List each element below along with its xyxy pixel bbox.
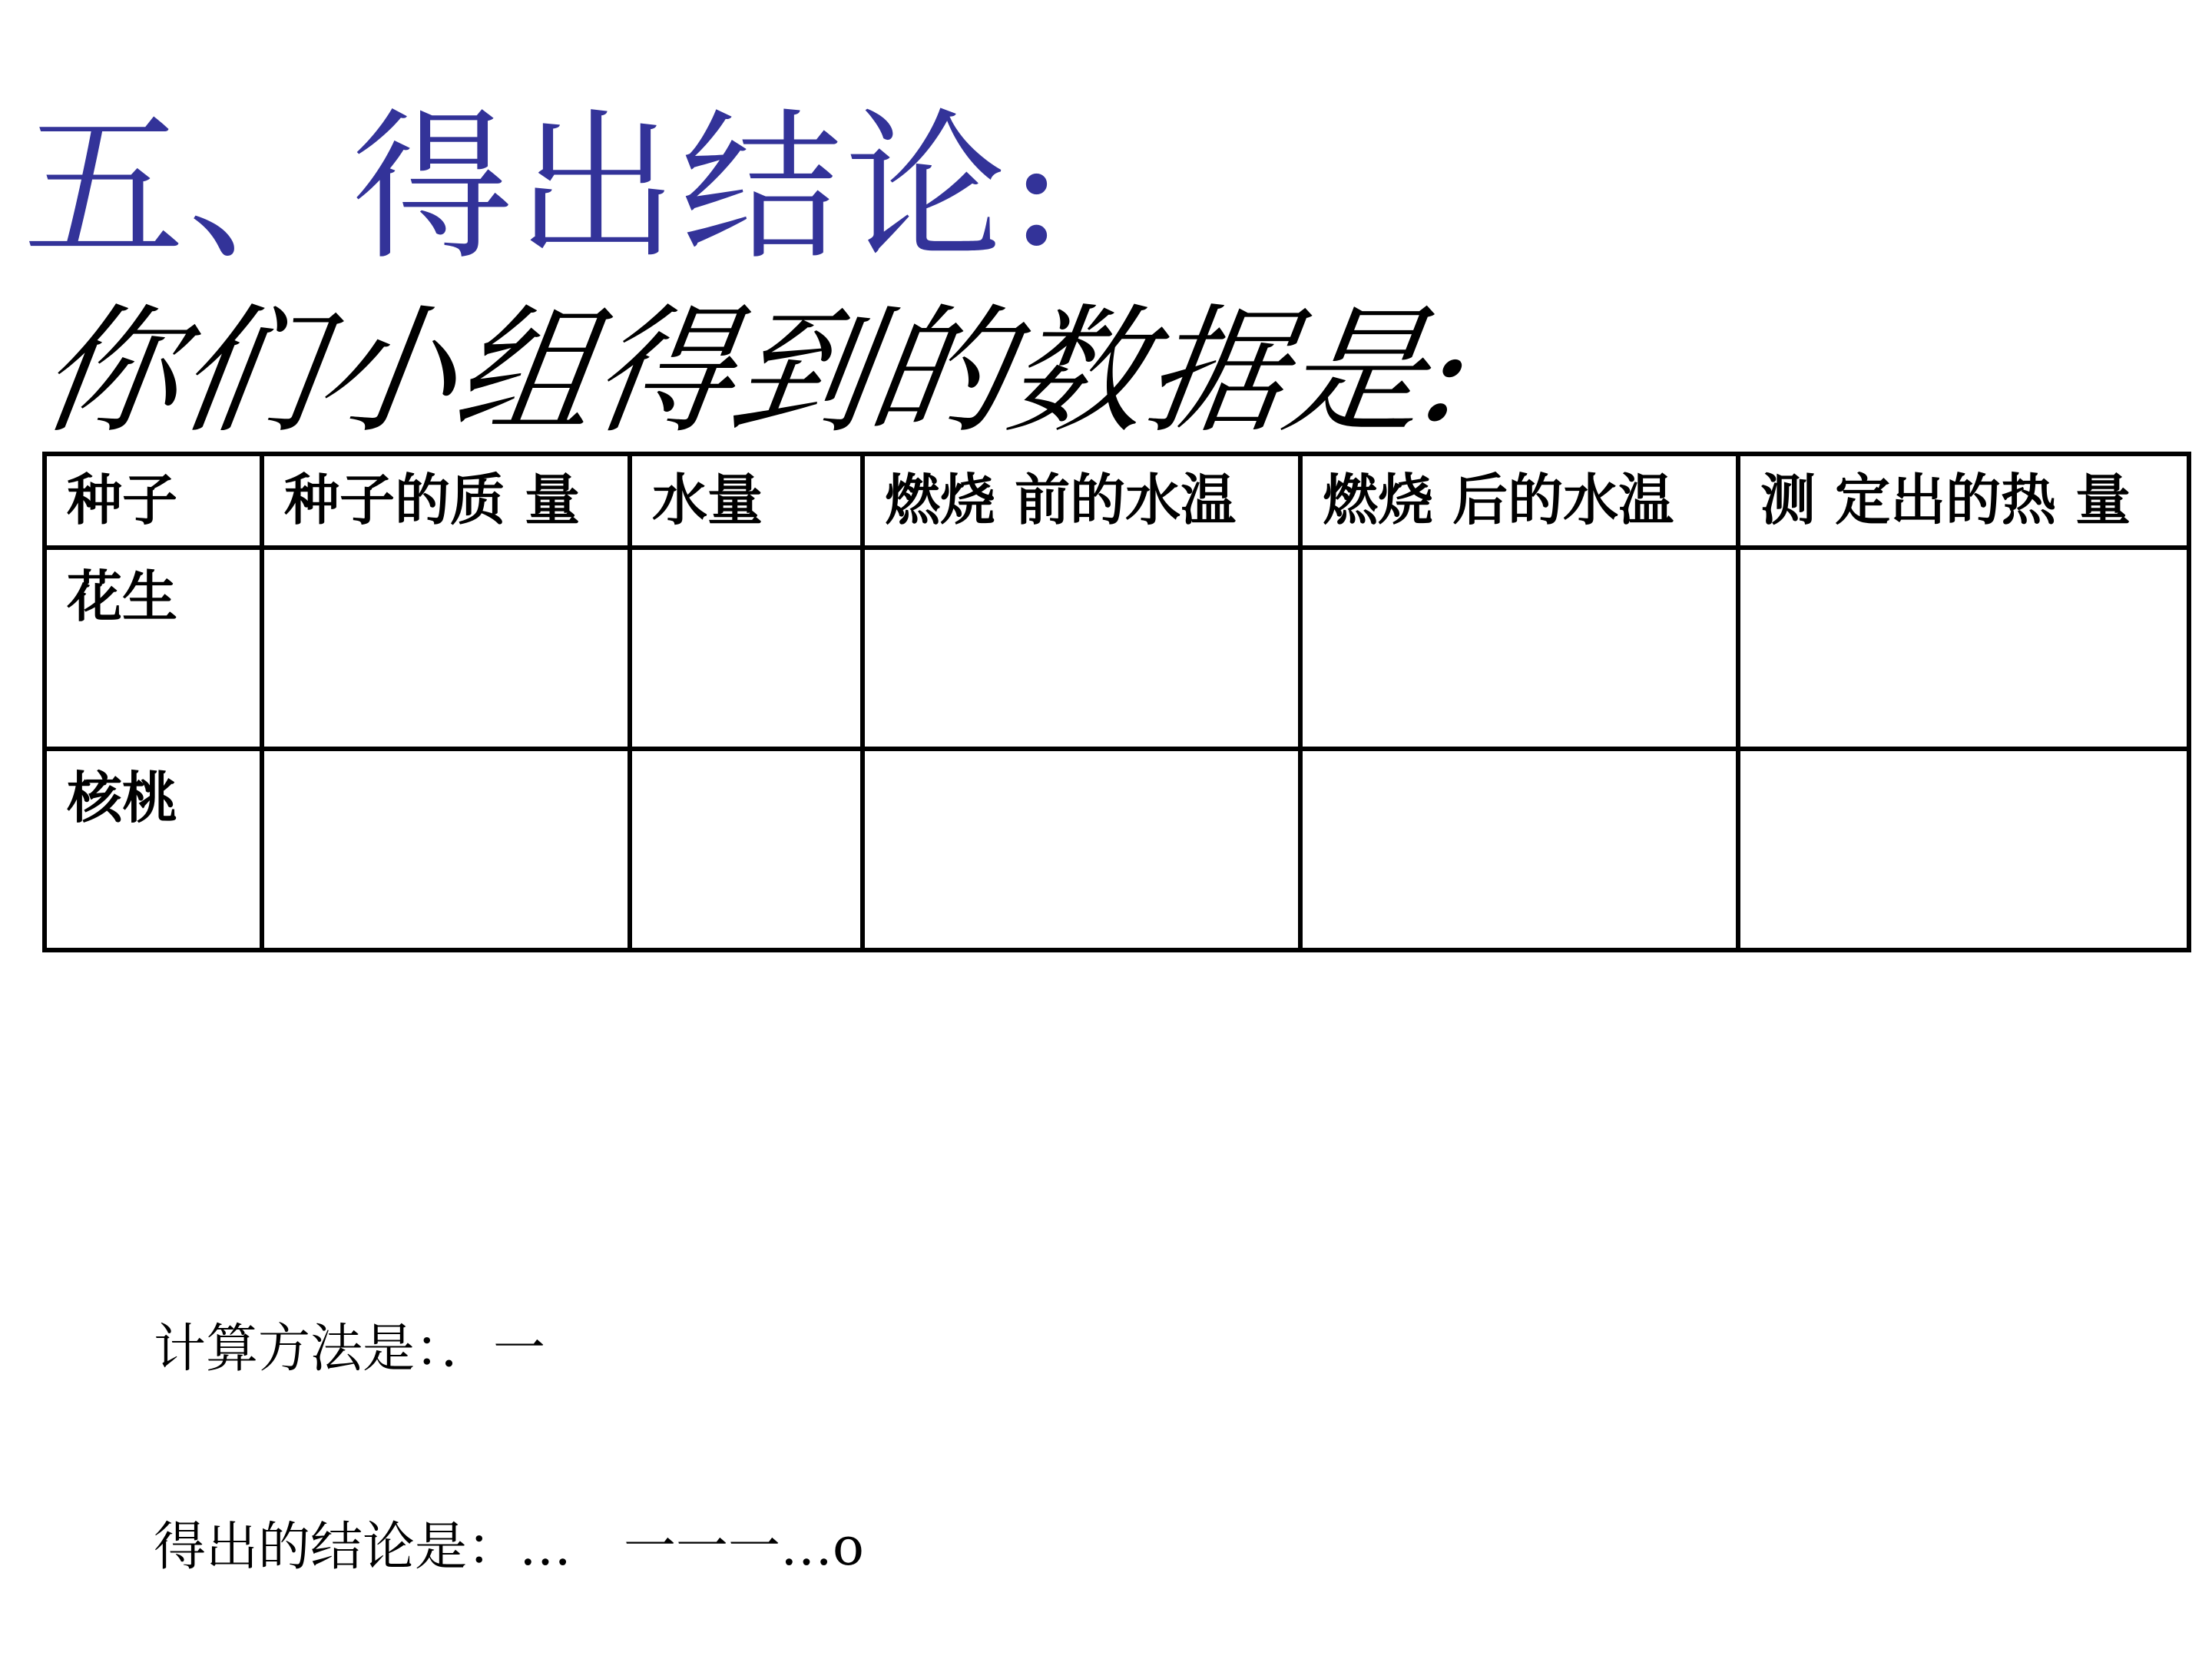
notes-block	[154, 1184, 864, 1647]
page-subtitle: 你们小组得到的数据是:	[30, 292, 1482, 452]
table-header-row	[45, 454, 2189, 548]
row-label-peanut: 花生	[45, 548, 262, 749]
table-cell[interactable]	[1300, 749, 1738, 950]
table-cell[interactable]	[863, 749, 1300, 950]
conclusion-line: 得出的结论是：… 一一一…o	[154, 1517, 864, 1578]
row-label-walnut: 核桃	[45, 749, 262, 950]
table-cell[interactable]	[1300, 548, 1738, 749]
header-heat-measured: 测 定出的热 量	[1738, 454, 2189, 548]
header-seed-mass: 种子的质 量	[262, 454, 630, 548]
table-cell[interactable]	[262, 749, 630, 950]
header-temp-before: 燃烧 前的水温	[863, 454, 1300, 548]
table-cell[interactable]	[863, 548, 1300, 749]
page-title: 五、得出结论:	[23, 94, 1067, 282]
table-cell[interactable]	[630, 749, 863, 950]
calculation-method-line: 计算方法是：．一	[154, 1319, 546, 1379]
table-cell[interactable]	[630, 548, 863, 749]
header-water-amount: 水量	[630, 454, 863, 548]
table-cell[interactable]	[1738, 749, 2189, 950]
table-cell[interactable]	[262, 548, 630, 749]
table-row	[45, 548, 2189, 749]
header-temp-after: 燃烧 后的水温	[1300, 454, 1738, 548]
table-row	[45, 749, 2189, 950]
data-table	[42, 452, 2191, 952]
table-cell[interactable]	[1738, 548, 2189, 749]
header-seed: 种子	[45, 454, 262, 548]
